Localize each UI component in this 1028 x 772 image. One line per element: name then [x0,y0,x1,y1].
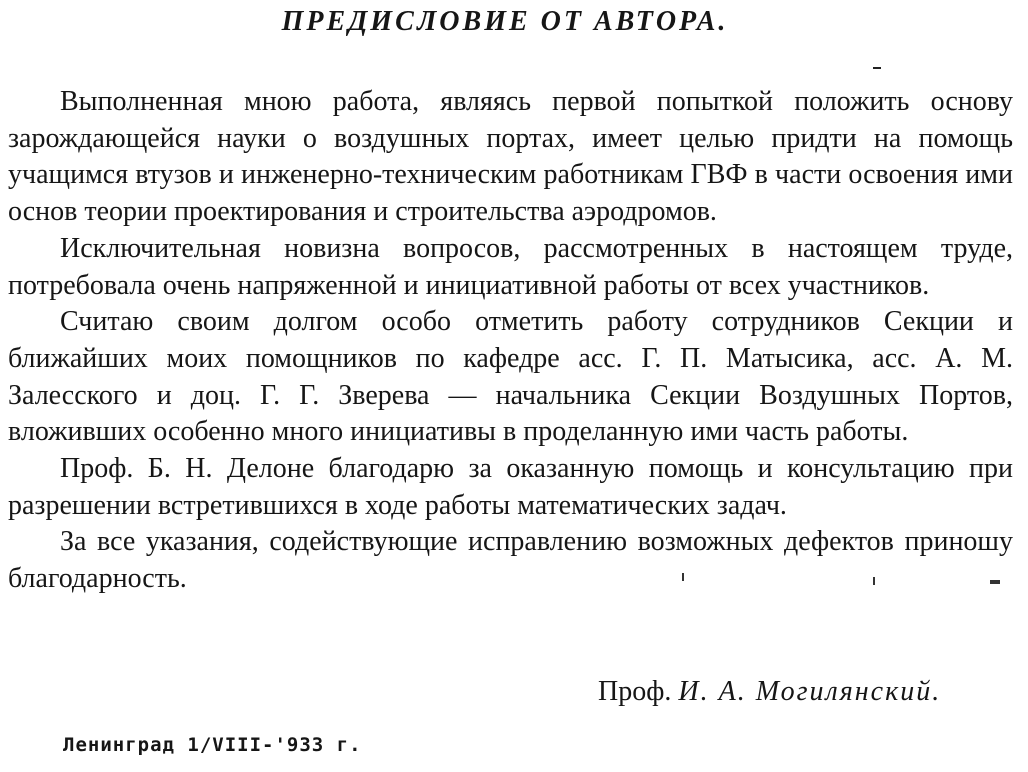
paragraph: Исключительная новизна вопросов, рассмотренных в настоящем труде, потребовала очень напряженной и инициативной работы от всех участников. [8,232,1013,301]
print-speck [873,577,875,585]
print-speck [682,573,684,581]
print-mark [873,67,881,69]
page-title: ПРЕДИСЛОВИЕ ОТ АВТОРА. [281,6,729,37]
paragraph: Считаю своим долгом особо отметить работу сотрудников Секции и ближайших моих помощников по кафедре асс. Г. П. Матысика, асс. А. М. Залесского и доц. Г. Г. Зверева — начальника Секции Воздушных Портов, вложивших особенно много инициативы в проделанную ими часть работы. [8,306,1013,448]
paragraph: За все указания, содействующие исправлению возможных дефектов приношу благодарность. [8,526,1013,595]
preface-body [8,84,1013,598]
paragraph: Выполненная мною работа, являясь первой попыткой положить основу зарождающейся науки о воздушных портах, имеет целью придти на помощь учащимся втузов и инженерно-техническим работникам ГВФ в части освоения ими основ теории проектирования и строительства аэродромов. [8,86,1013,228]
signature-name: И. А. Могилянский. [678,676,942,707]
paragraph: Проф. Б. Н. Делоне благодарю за оказанную помощь и консультацию при разрешении встретившихся в ходе работы математических задач. [8,453,1013,521]
author-signature [598,676,941,708]
print-speck [990,580,1000,584]
place-and-date: Ленинград 1/VIII-'933 г. [63,734,362,756]
signature-prefix: Проф. [598,676,672,707]
